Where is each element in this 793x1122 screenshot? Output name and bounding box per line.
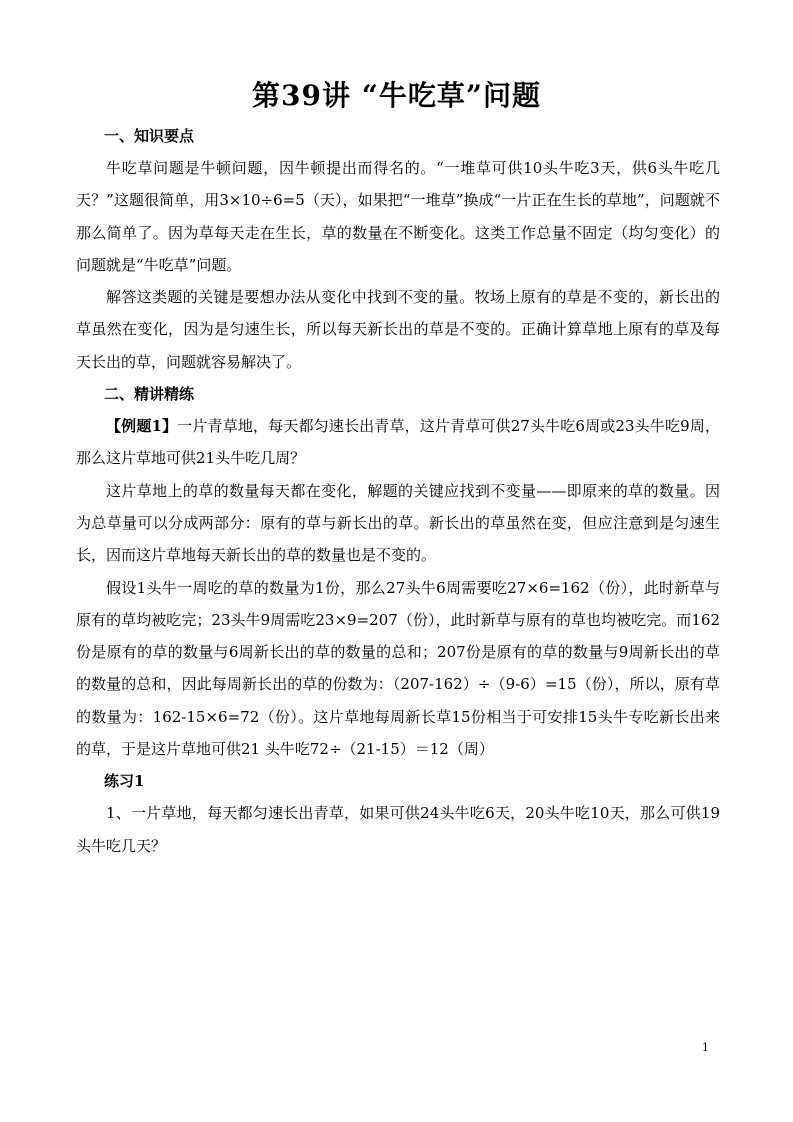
example-1-label: 【例题1】 — [106, 417, 178, 436]
page-number: 1 — [702, 1041, 709, 1054]
practice-heading: 练习1 — [104, 772, 145, 791]
knowledge-paragraph-2: 解答这类题的关键是要想办法从变化中找到不变的量。牧场上原有的草是不变的，新长出的草虽然在变化，因为是匀速生长，所以每天新长出的草是不变的。正确计算草地上原有的草及每天长出的草，问题就容易解决了。 — [76, 288, 720, 371]
knowledge-paragraph-1: 牛吃草问题是牛顿问题，因牛顿提出而得名的。“一堆草可供10头牛吃3天，供6头牛吃几天？”这题很简单，用3×10÷6=5（天），如果把“一堆草”换成“一片正在生长的草地”，问题就不那么简单了。因为草每天走在生长，草的数量在不断变化。这类工作总量不固定（均匀变化）的问题就是“牛吃草”问题。 — [76, 159, 720, 274]
section-heading-knowledge-points: 一、知识要点 — [104, 127, 195, 145]
example-1-paragraph — [76, 410, 720, 475]
example-1-text: 一片青草地，每天都匀速长出青草，这片青草可供27头牛吃6周或23头牛吃9周，那么这片草地可供21头牛吃几周？ — [76, 417, 721, 468]
practice-question-1: 1、一片草地，每天都匀速长出青草，如果可供24头牛吃6天，20头牛吃10天，那么可供19头牛吃几天？ — [76, 804, 720, 855]
analysis-paragraph-1: 这片草地上的草的数量每天都在变化，解题的关键应找到不变量——即原来的草的数量。因为总草量可以分成两部分：原有的草与新长出的草。新长出的草虽然在变，但应注意到是匀速生长，因而这片草地每天新长出的草的数量也是不变的。 — [76, 481, 720, 565]
analysis-paragraph-2: 假设1头牛一周吃的草的数量为1份，那么27头牛6周需要吃27×6=162（份），此时新草与原有的草均被吃完；23头牛9周需吃23×9=207（份），此时新草与原有的草也均被吃完。而162份是原有的草的数量与6周新长出的草的数量的总和；207份是原有的草的数量与9周新长出的草的数量的总和，因此每周新长出的草的份数为：（207-162）÷（9-6）=15（份），所以，原有草的数量为：162-15×6=72（份）。这片草地每周新长草15份相当于可安排15头牛专吃新长出来的草，于是这片草地可供21 头牛吃72÷（21-15）＝12（周） — [76, 578, 720, 759]
section-heading-lecture-practice: 二、精讲精练 — [104, 385, 195, 404]
page-title: 第39讲 “牛吃草”问题 — [252, 79, 541, 112]
document-body — [76, 120, 720, 862]
